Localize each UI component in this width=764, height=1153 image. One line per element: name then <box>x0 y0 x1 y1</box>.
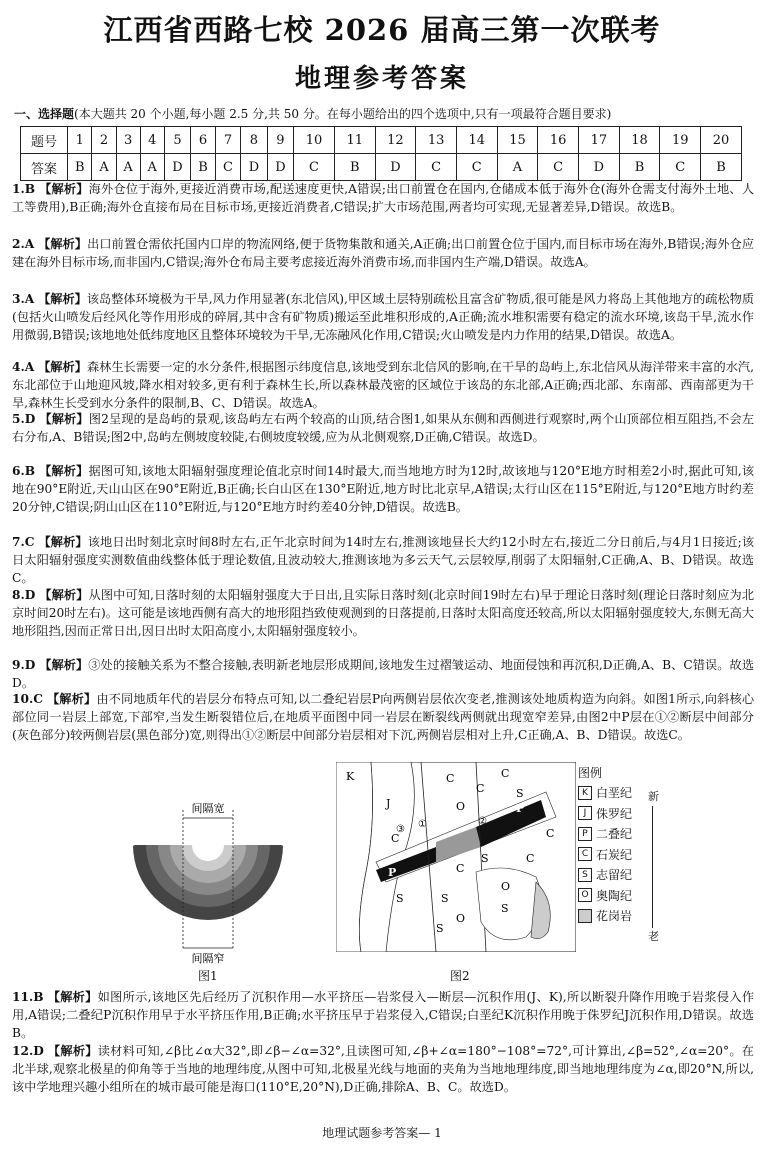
answer-cell: D <box>579 154 620 181</box>
section-instructions: (本大题共 20 个小题,每小题 2.5 分,共 50 分。在每小题给出的四个选项中,只有一项最符合题目要求) <box>74 107 612 121</box>
question-number-cell: 1 <box>68 127 92 154</box>
legend-old-label: 老 <box>648 930 659 943</box>
map-label: C <box>501 767 510 780</box>
answer-cell: D <box>375 154 416 181</box>
map-label: O <box>501 880 511 893</box>
answer-cell: C <box>416 154 457 181</box>
page-title: 江西省西路七校 2026 届高三第一次联考 <box>103 13 661 47</box>
legend-items <box>578 783 668 927</box>
explanation-text: 森林生长需要一定的水分条件,根据图示纬度信息,该地受到东北信风的影响,在干旱的岛屿上,东北信风从海洋带来丰富的水汽,东北部位于山地迎风坡,降水相对较多,更有利于森林生长,所以森林最茂密的区域位于该岛的东北部,A正确;西北部、东南部、西南部更为干旱,森林生长受到水分条件的限制,B、C、D错误。故选A。 <box>12 360 754 410</box>
explanation-text: 据图可知,该地太阳辐射强度理论值北京时间14时最大,而当地地方时为12时,故该地与120°E地方时相差2小时,据此可知,该地在90°E附近,天山山区在90°E附近,B正确;长白山区在130°E附近,地方时比北京早,A错误;太行山区在115°E附近,与120°E地方时约差20分钟,C错误;阴山山区在110°E附近,与120°E地方时约差40分钟,D错误。故选B。 <box>12 464 755 514</box>
legend-swatch: C <box>578 847 592 861</box>
explanation-11 <box>12 988 754 1042</box>
answer-cell: C <box>660 154 701 181</box>
legend-label: 二叠纪 <box>596 827 633 842</box>
table-row-answers <box>21 154 742 181</box>
row-label-number: 题号 <box>21 127 68 154</box>
legend-swatch <box>578 909 592 923</box>
explanation-10 <box>12 690 754 744</box>
question-number-cell: 3 <box>116 127 140 154</box>
question-number-cell: 7 <box>215 127 240 154</box>
question-number: 1.B <box>12 182 36 196</box>
legend-label: 奥陶纪 <box>596 888 633 903</box>
explanation-1 <box>12 180 754 216</box>
map-label-p: P <box>388 866 397 879</box>
legend-label: 白垩纪 <box>596 786 633 801</box>
analysis-tag: 【解析】 <box>47 990 98 1004</box>
explanation-text: 由不同地质年代的岩层分布特点可知,以二叠纪岩层P向两侧岩层依次变老,推测该处地质构造为向斜。如图1所示,向斜核心部位同一岩层上部宽,下部窄,当发生断裂错位后,在地质平面图中同一岩层在断裂线两侧就出现宽窄差异,由图2中P层在①②断层中间部分(灰色部分)较两侧岩层(黑色部分)宽,则得出①②断层中间部分岩层相对下沉,两侧岩层相对上升,C正确,A、B、D错误。故选C。 <box>12 692 755 742</box>
map-label: O <box>456 800 466 813</box>
map-label-p: P <box>516 802 525 815</box>
question-number: 10.C <box>12 692 43 706</box>
legend-item <box>578 803 668 824</box>
analysis-tag: 【解析】 <box>38 360 87 374</box>
question-number-cell: 19 <box>660 127 701 154</box>
question-number-cell: 11 <box>334 127 375 154</box>
map-label-fault-2: ② <box>478 816 487 827</box>
analysis-tag: 【解析】 <box>39 658 89 672</box>
erosion-surface-line <box>133 830 283 845</box>
question-number-cell: 20 <box>701 127 742 154</box>
legend-swatch: J <box>578 806 592 820</box>
legend-item <box>578 865 668 886</box>
analysis-tag: 【解析】 <box>38 237 88 251</box>
analysis-tag: 【解析】 <box>38 535 88 549</box>
legend-label: 志留纪 <box>596 868 633 883</box>
map-label: S <box>396 892 404 905</box>
legend-label: 侏罗纪 <box>596 806 633 821</box>
map-label: S <box>481 852 489 865</box>
explanation-8 <box>12 586 754 640</box>
map-label: C <box>446 772 455 785</box>
legend-swatch: S <box>578 868 592 882</box>
analysis-tag: 【解析】 <box>39 588 89 602</box>
map-label: S <box>436 922 444 935</box>
answer-cell: B <box>191 154 215 181</box>
map-label-fault-1: ① <box>418 819 427 830</box>
label-narrow-interval: 间隔窄 <box>191 952 225 965</box>
answer-cell: C <box>456 154 497 181</box>
answer-cell: B <box>68 154 92 181</box>
map-label: C <box>391 832 400 845</box>
question-number-cell: 2 <box>92 127 116 154</box>
map-label: C <box>526 852 535 865</box>
answer-cell: C <box>215 154 240 181</box>
syncline-diagram <box>128 800 288 980</box>
explanation-text: 图2呈现的是岛屿的景观,该岛屿左右两个较高的山顶,结合图1,如果从东侧和西侧进行观察时,两个山顶部位相互阻挡,不会左右分布,A、B错误;图2中,岛屿左侧坡度较陡,右侧坡度较缓,应为从北侧观察,D正确,C错误。故选D。 <box>12 412 755 444</box>
question-number: 4.A <box>12 360 35 374</box>
question-number-cell: 18 <box>619 127 660 154</box>
answer-cell: C <box>538 154 579 181</box>
page-subtitle: 地理参考答案 <box>294 64 469 94</box>
map-label: J <box>386 797 391 810</box>
question-number-cell: 13 <box>416 127 457 154</box>
explanation-text: ③处的接触关系为不整合接触,表明新老地层形成期间,该地发生过褶皱运动、地面侵蚀和再沉积,D正确,A、B、C错误。故选D。 <box>12 658 755 690</box>
question-number-cell: 10 <box>294 127 335 154</box>
map-label-fault-3: ③ <box>396 824 405 835</box>
explanation-text: 从图中可知,日落时刻的太阳辐射强度大于日出,且实际日落时刻(北京时间19时左右)早于理论日落时刻(理论日落时刻应为北京时间20时左右)。这可能是该地西侧有高大的地形阻挡致使观测到的日落提前,日落时太阳高度还较高,所以太阳辐射强度较大,东侧无高大地形阻挡,因而正常日出,因日出时太阳高度小,太阳辐射强度较小。 <box>12 588 755 638</box>
answer-table <box>20 126 742 181</box>
answer-cell: A <box>140 154 164 181</box>
legend-item <box>578 824 668 845</box>
page-footer: 地理试题参考答案— 1 <box>322 1126 442 1140</box>
explanation-text: 读材料可知,∠β比∠α大32°,即∠β−∠α=32°,且读图可知,∠β+∠α=180°−108°=72°,可计算出,∠β=52°,∠α=20°。在北半球,观察北极星的仰角等于当地的地理纬度,从图中可知,北极星光线与地面的夹角为当地地理纬度,即当地地理纬度为∠α,即20°N,所以,该中学地理兴趣小组所在的城市最可能是海口(110°E,20°N),D正确,排除A、B、C。故选D。 <box>12 1044 754 1094</box>
analysis-tag: 【解析】 <box>39 412 89 426</box>
question-number-cell: 14 <box>456 127 497 154</box>
question-number-cell: 17 <box>579 127 620 154</box>
legend-swatch: K <box>578 786 592 800</box>
question-number-cell: 4 <box>140 127 164 154</box>
answer-cell: C <box>294 154 335 181</box>
legend-label: 石炭纪 <box>596 847 633 862</box>
section-label: 一、选择题 <box>14 107 75 121</box>
question-number-cell: 5 <box>164 127 191 154</box>
explanation-7 <box>12 533 754 587</box>
legend-age-arrow <box>652 806 653 928</box>
explanation-3 <box>12 290 754 344</box>
map-label: S <box>516 787 524 800</box>
geologic-map <box>336 762 576 952</box>
legend-swatch: P <box>578 827 592 841</box>
legend-item <box>578 906 668 927</box>
map-label: S <box>441 892 449 905</box>
explanation-2 <box>12 235 754 271</box>
question-number: 2.A <box>12 237 35 251</box>
question-number-cell: 15 <box>497 127 538 154</box>
legend-new-label: 新 <box>648 790 659 803</box>
analysis-tag: 【解析】 <box>46 692 97 706</box>
question-number: 7.C <box>12 535 35 549</box>
question-number-cell: 8 <box>241 127 268 154</box>
figure1-caption: 图1 <box>198 969 218 983</box>
question-number: 6.B <box>12 464 36 478</box>
answer-cell: B <box>701 154 742 181</box>
question-number: 5.D <box>12 412 36 426</box>
explanation-12 <box>12 1042 754 1096</box>
explanation-text: 该地日出时刻北京时间8时左右,正午北京时间为14时左右,推测该地昼长大约12小时左右,接近二分日前后,与4月1日接近;该日太阳辐射强度实测数值曲线整体低于理论数值,且波动较大,推测该地为多云天气,云层较厚,削弱了太阳辐射,C正确,A、B、D错误。故选C。 <box>12 535 755 585</box>
explanation-5 <box>12 410 754 446</box>
label-wide-interval: 间隔宽 <box>191 802 225 815</box>
explanation-6 <box>12 462 754 516</box>
question-number-cell: 16 <box>538 127 579 154</box>
explanation-text: 出口前置仓需依托国内口岸的物流网络,便于货物集散和通关,A正确;出口前置仓位于国内,而目标市场在海外,B错误;海外仓应建在海外目标市场,而非国内,C错误;海外仓布局主要考虑接近海外消费市场,而非国内生产端,D错误。故选A。 <box>12 237 755 269</box>
answer-cell: A <box>497 154 538 181</box>
legend-title: 图例 <box>578 765 603 780</box>
answer-cell: A <box>116 154 140 181</box>
answer-cell: D <box>164 154 191 181</box>
map-label: S <box>501 902 509 915</box>
figure2-caption: 图2 <box>450 969 470 983</box>
question-number: 12.D <box>12 1044 44 1058</box>
analysis-tag: 【解析】 <box>47 1044 98 1058</box>
row-label-answer: 答案 <box>21 154 68 181</box>
question-number: 11.B <box>12 990 44 1004</box>
legend-item <box>578 844 668 865</box>
legend-item <box>578 885 668 906</box>
question-number: 8.D <box>12 588 36 602</box>
explanation-text: 该岛整体环境极为干旱,风力作用显著(东北信风),甲区域土层特别疏松且富含矿物质,很可能是风力将岛上其他地方的疏松物质(包括火山喷发后经风化等作用形成的碎屑,其中含有矿物质)搬运至此堆积形成的,A正确;流水堆积需要有稳定的流水环境,该岛干旱,流水作用微弱,B错误;该地地处低纬度地区且整体环境较为干旱,无冻融风化作用,C错误;火山喷发是内力作用的结果,D错误。故选A。 <box>12 292 755 342</box>
question-number-cell: 6 <box>191 127 215 154</box>
explanation-text: 如图所示,该地区先后经历了沉积作用—水平挤压—岩浆侵入—断层—沉积作用(J、K),所以断裂升降作用晚于岩浆侵入作用,A错误;二叠纪P沉积作用早于水平挤压作用,B正确;水平挤压早于岩浆侵入,C错误;白垩纪K沉积作用晚于侏罗纪J沉积作用,D错误。故选B。 <box>12 990 755 1040</box>
answer-cell: A <box>92 154 116 181</box>
explanation-text: 海外仓位于海外,更接近消费市场,配送速度更快,A错误;出口前置仓在国内,仓储成本低于海外仓(海外仓需支付海外土地、人工等费用),B正确;海外仓直接布局在目标市场,更接近消费者,C错误;扩大市场范围,两者均可实现,无显著差异,D错误。故选B。 <box>12 182 755 214</box>
analysis-tag: 【解析】 <box>39 182 89 196</box>
map-label: C <box>546 827 555 840</box>
question-number: 3.A <box>12 292 35 306</box>
table-row-numbers <box>21 127 742 154</box>
map-label: O <box>456 912 466 925</box>
answer-cell: D <box>267 154 294 181</box>
map-label: K <box>346 770 355 783</box>
question-number-cell: 9 <box>267 127 294 154</box>
map-legend <box>578 762 668 943</box>
legend-label: 花岗岩 <box>596 909 633 924</box>
analysis-tag: 【解析】 <box>39 464 89 478</box>
explanation-9 <box>12 656 754 692</box>
answer-cell: D <box>241 154 268 181</box>
map-label: C <box>456 862 465 875</box>
legend-swatch: O <box>578 888 592 902</box>
answer-cell: B <box>619 154 660 181</box>
explanation-4 <box>12 358 754 412</box>
answer-cell: B <box>334 154 375 181</box>
map-label: C <box>476 782 485 795</box>
question-number: 9.D <box>12 658 36 672</box>
question-number-cell: 12 <box>375 127 416 154</box>
syncline-layers <box>133 845 283 920</box>
section-heading <box>14 106 759 122</box>
analysis-tag: 【解析】 <box>38 292 87 306</box>
